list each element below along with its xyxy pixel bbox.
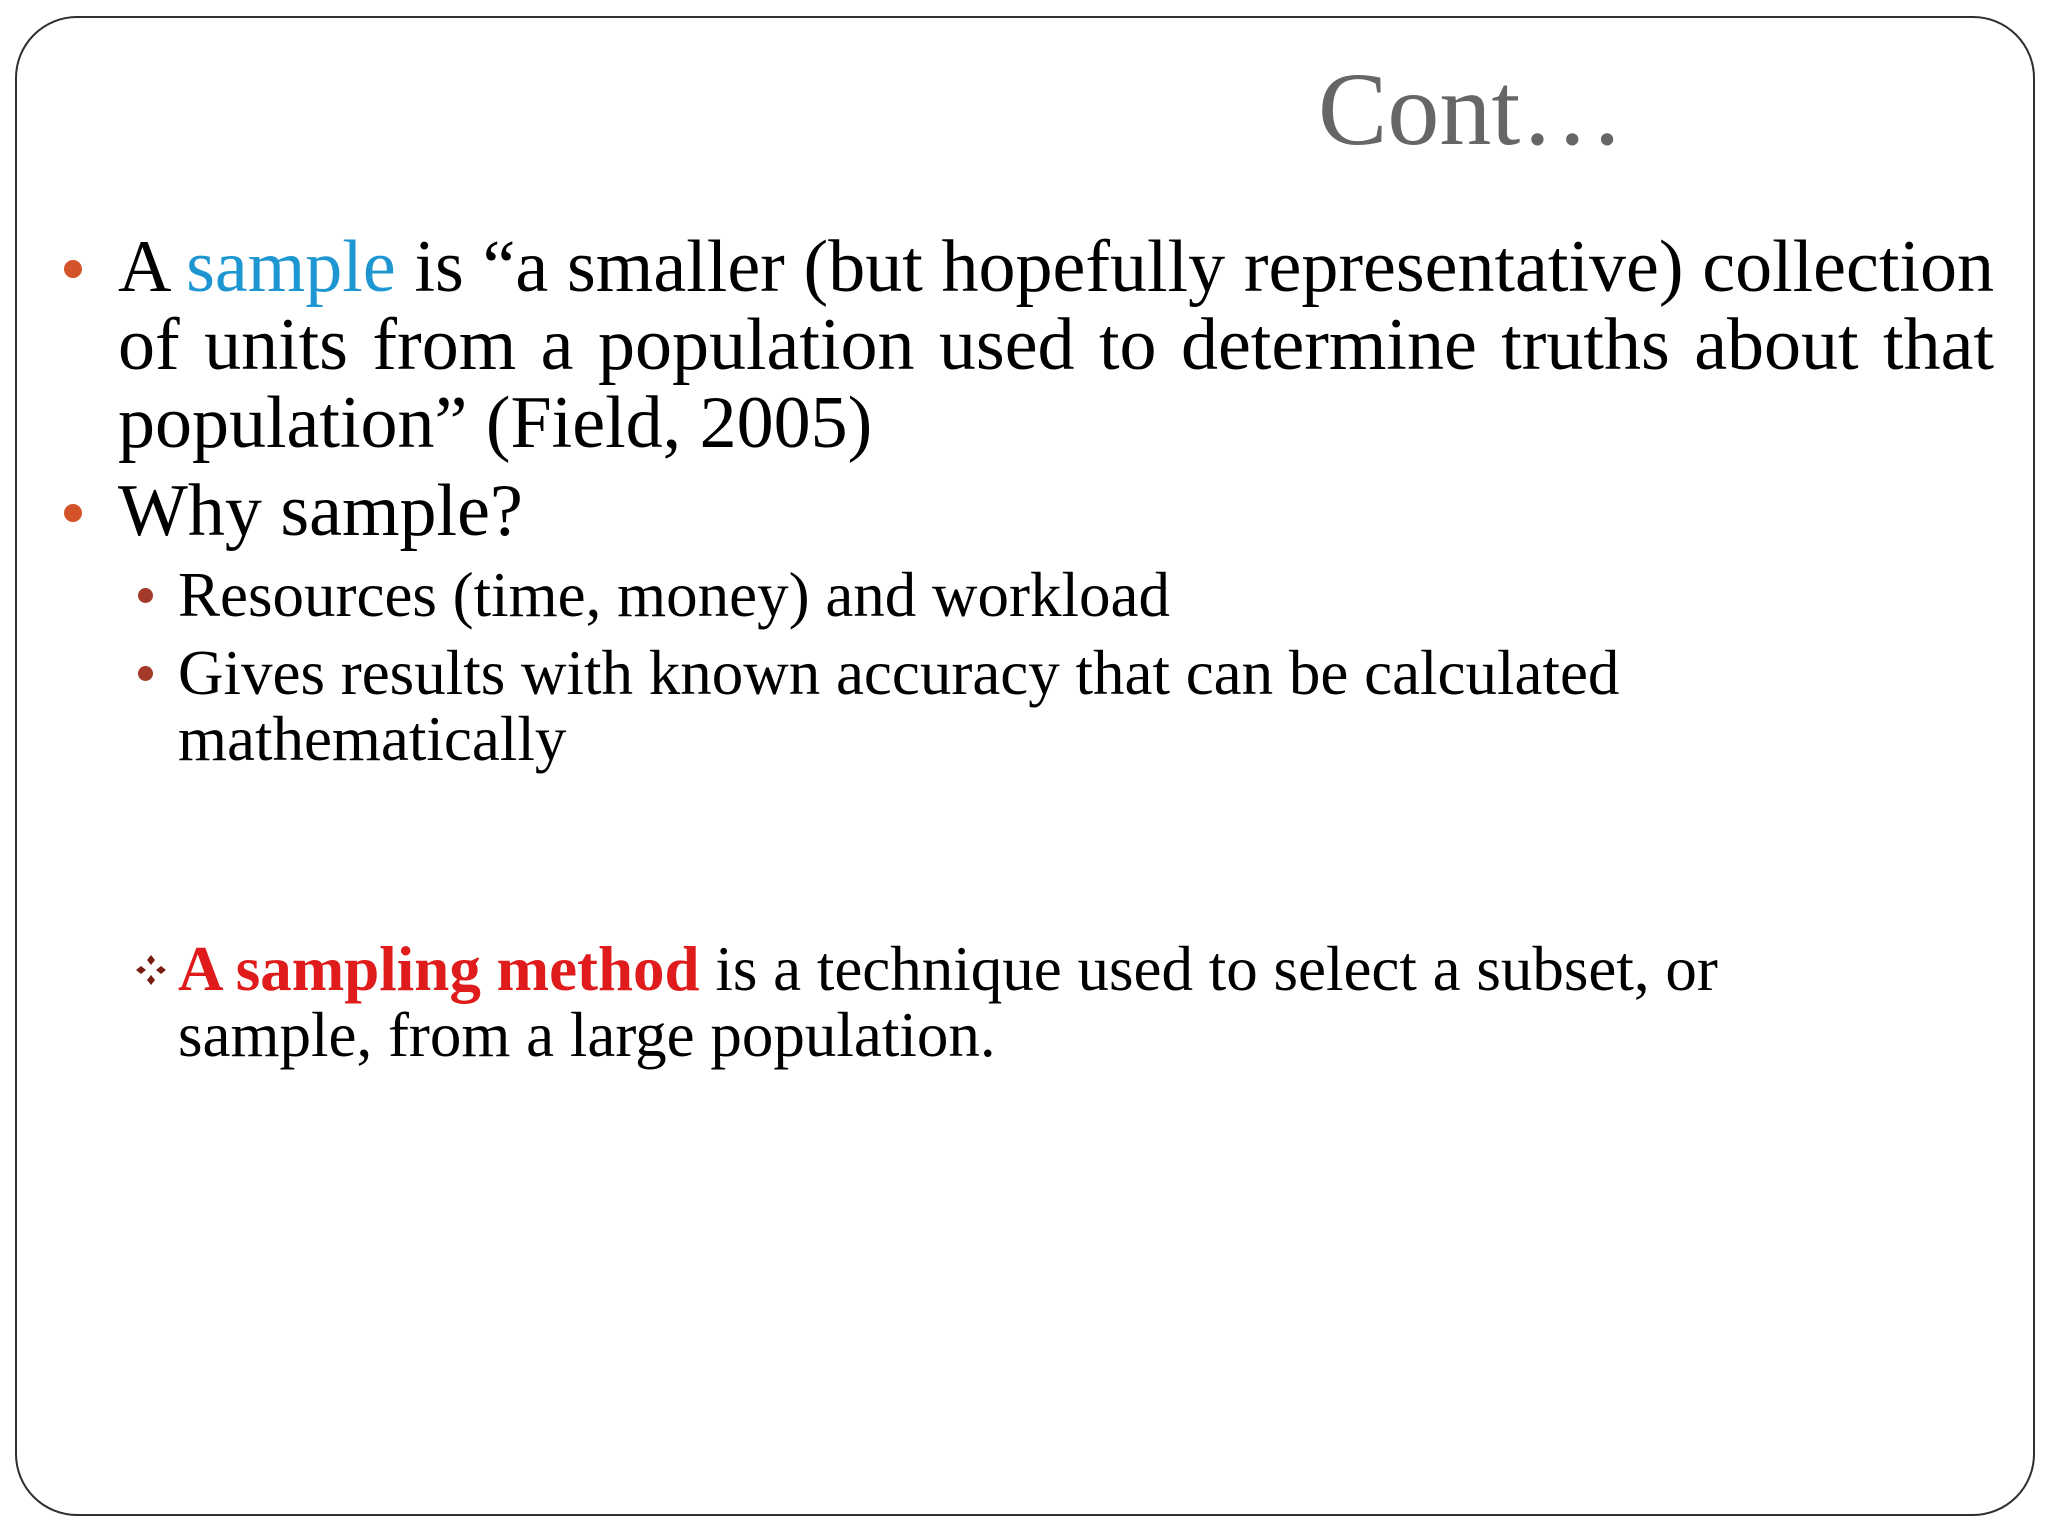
term-sampling-method: A sampling method xyxy=(178,934,700,1004)
sub-bullet-text: Gives results with known accuracy that can be calculated mathematically xyxy=(178,638,1620,774)
bullet-why-sample xyxy=(118,472,1994,550)
four-diamond-icon xyxy=(134,953,168,987)
bullet-dot-icon xyxy=(64,260,82,278)
definition-text: is a technique used to select a subset, or sample, from a large population. xyxy=(178,934,1718,1070)
sub-bullet-text: Resources (time, money) and workload xyxy=(178,560,1170,630)
bullet-text: is “a smaller (but hopefully representative) collection of units from a population used to determine truths about that population” (Field, 2005) xyxy=(118,226,1994,464)
sub-bullet-resources xyxy=(178,562,1778,628)
highlighted-word-sample: sample xyxy=(186,226,396,308)
sub-bullet-dot-icon xyxy=(138,588,153,603)
sub-bullet-accuracy xyxy=(178,640,1778,772)
bullet-dot-icon xyxy=(64,504,82,522)
slide-title: Cont… xyxy=(1318,52,1625,167)
sampling-method-definition xyxy=(178,936,1898,1068)
sub-bullet-dot-icon xyxy=(138,666,153,681)
bullet-prefix: A xyxy=(118,226,187,308)
bullet-text: Why sample? xyxy=(118,470,523,552)
bullet-sample-definition xyxy=(118,228,1994,462)
